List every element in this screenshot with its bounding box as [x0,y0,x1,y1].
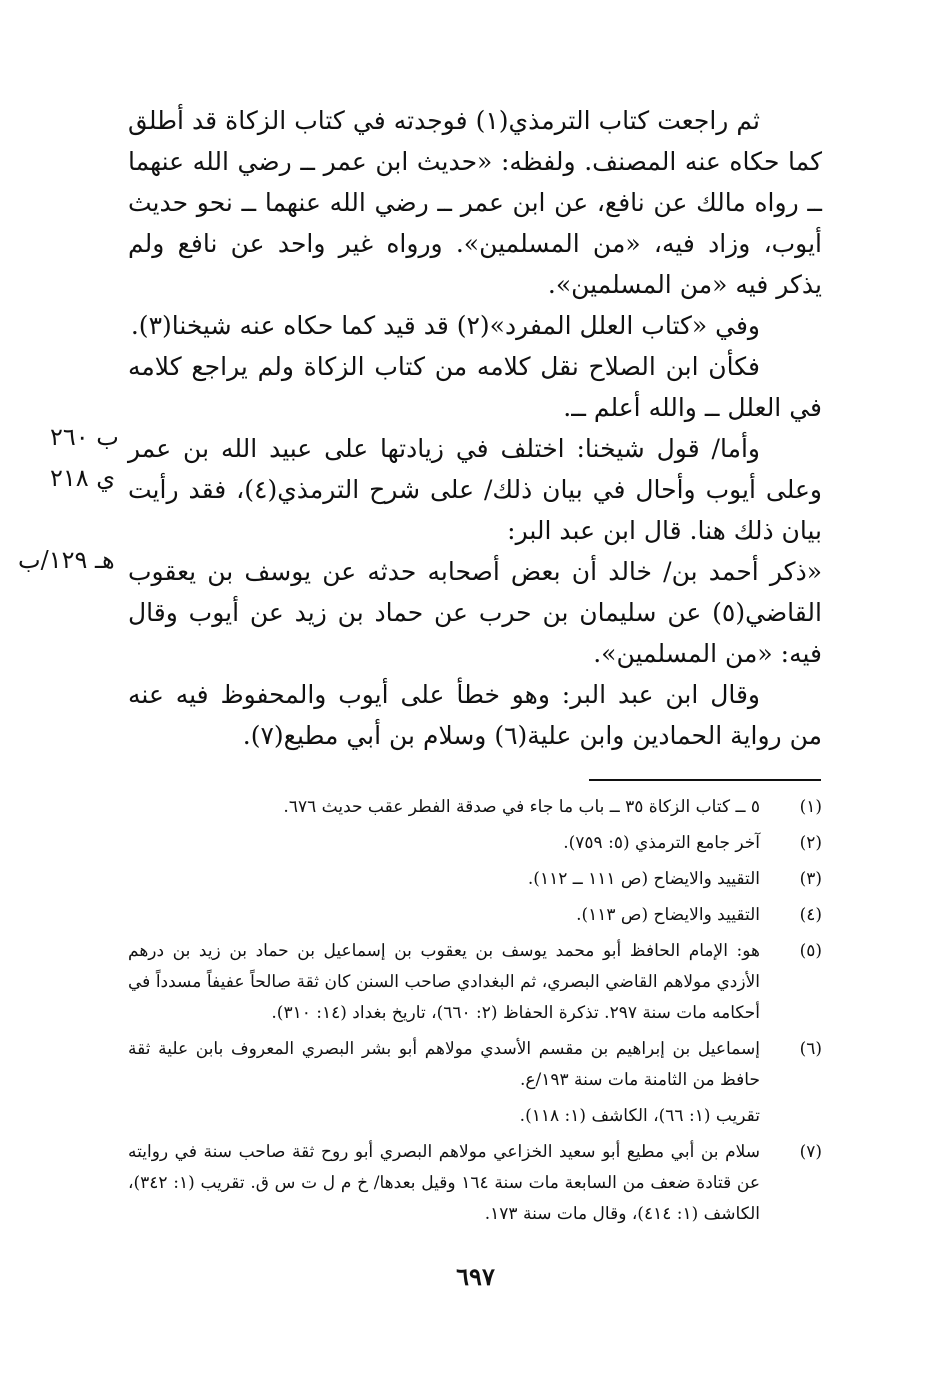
paragraph-6: وقال ابن عبد البر: وهو خطأ على أيوب والمحفوظ فيه عنه من رواية الحمادين وابن علية(٦) وسلام بن أبي مطيع(٧). [128,680,822,750]
footnote-6 [128,1034,822,1096]
footnote-number: (٦) [799,1039,822,1059]
footnote-6-sub: تقريب (١: ٦٦)، الكاشف (١: ١١٨). [519,1106,760,1126]
footnote-divider [589,779,821,781]
paragraph-5-quote: «ذكر أحمد بن/ خالد أن بعض أصحابه حدثه عن يوسف بن يعقوب القاضي(٥) عن سليمان بن حرب عن حماد بن زيد عن أيوب وقال فيه: «من المسلمين». [128,557,822,668]
footnote-text: ٥ ــ كتاب الزكاة ٣٥ ــ باب ما جاء في صدقة الفطر عقب حديث ٦٧٦. [283,797,760,817]
footnote-number: (٧) [799,1142,822,1162]
footnote-3 [128,864,822,895]
footnote-number: (٢) [799,833,822,853]
margin-note-h129b: هـ ١٢٩/ب [18,546,115,574]
footnote-number: (٤) [799,905,822,925]
footnote-text: آخر جامع الترمذي (٥: ٧٥٩). [563,833,760,853]
footnote-text: هو: الإمام الحافظ أبو محمد يوسف بن يعقوب بن إسماعيل بن حماد بن زيد بن درهم الأزدي مولاهم القاضي البصري، ثم البغدادي صاحب السنن كان ثقة صالحاً عفيفاً مسدداً في أحكامه مات سنة ٢٩٧. تذكرة الحفاظ (٢: ٦٦٠)، تاريخ بغداد (١٤: ٣١٠). [128,941,760,1023]
footnote-5 [128,936,822,1029]
main-text [128,100,822,756]
footnote-number: (٣) [799,869,822,889]
footnote-4 [128,900,822,931]
margin-note-b260: ب ٢٦٠ [50,423,119,451]
paragraph-2: وفي «كتاب العلل المفرد»(٢) قد قيد كما حكاه عنه شيخنا(٣). [130,311,760,340]
margin-note-y218: ي ٢١٨ [50,464,116,492]
footnote-text: سلام بن أبي مطيع أبو سعيد الخزاعي مولاهم البصري أبو روح ثقة صاحب سنة في روايته عن قتادة ضعف من السابعة مات سنة ١٦٤ وقيل بعدها/ خ م ل ت س ق. تقريب (١: ٣٤٢)، الكاشف (١: ٤١٤)، وقال مات سنة ١٧٣. [128,1142,760,1224]
footnote-text: التقييد والايضاح (ص ١١١ ــ ١١٢). [527,869,760,889]
footnote-number: (١) [799,797,822,817]
footnote-7 [128,1137,822,1230]
footnote-2 [128,828,822,859]
footnote-number: (٥) [799,941,822,961]
footnote-text: إسماعيل بن إبراهيم بن مقسم الأسدي مولاهم أبو بشر البصري المعروف بابن علية ثقة حافظ من الثامنة مات سنة ١٩٣/ع. [128,1039,760,1090]
footnotes [128,792,822,1235]
paragraph-1: ثم راجعت كتاب الترمذي(١) فوجدته في كتاب الزكاة قد أطلق كما حكاه عنه المصنف. ولفظه: «حديث ابن عمر ــ رضي الله عنهما ــ رواه مالك عن نافع، عن ابن عمر ــ رضي الله عنهما ــ نحو حديث أيوب، وزاد فيه، «من المسلمين». ورواه غير واحد عن نافع ولم يذكر فيه «من المسلمين». [128,106,822,299]
page-number: ٦٩٧ [456,1262,495,1291]
paragraph-3: فكأن ابن الصلاح نقل كلامه من كتاب الزكاة ولم يراجع كلامه في العلل ــ والله أعلم ــ. [128,352,822,422]
footnote-text: التقييد والايضاح (ص ١١٣). [576,905,760,925]
footnote-1 [128,792,822,823]
paragraph-4: وأما/ قول شيخنا: اختلف في زيادتها على عبيد الله بن عمر وعلى أيوب وأحال في بيان ذلك/ على شرح الترمذي(٤)، فقد رأيت بيان ذلك هنا. قال ابن عبد البر: [128,434,822,545]
